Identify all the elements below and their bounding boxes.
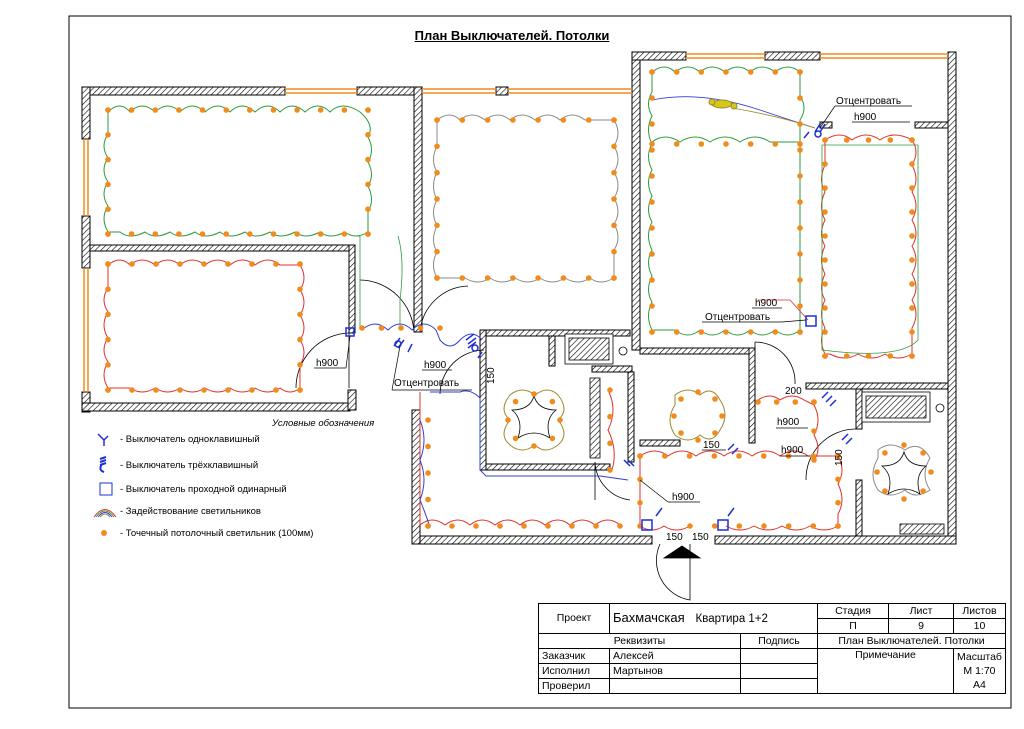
switch-icon — [466, 334, 478, 351]
switch-icon — [718, 520, 728, 530]
ceiling-lamp-icon — [201, 387, 207, 393]
dimension-label: 150 — [666, 532, 683, 543]
ceiling-lamp-icon — [909, 185, 915, 191]
ceiling-lamp-icon — [607, 441, 613, 447]
ceiling-lamp-icon — [611, 144, 617, 150]
ceiling-lamp-icon — [223, 107, 229, 113]
center-label: Отцентровать — [705, 312, 771, 323]
customer-label: Заказчик — [539, 649, 610, 664]
ceiling-lamp-icon — [822, 329, 828, 335]
ceiling-lamp-icon — [611, 170, 617, 176]
checker-label: Проверил — [539, 679, 610, 694]
legend-item: - Выключатель трёхклавишный — [92, 456, 258, 474]
ceiling-lamp-icon — [535, 275, 541, 281]
scale-cell: Масштаб М 1:70 А4 — [954, 649, 1006, 694]
ceiling-lamp-icon — [513, 436, 519, 442]
ceiling-lamp-icon — [398, 325, 404, 331]
ceiling-lamp-icon — [611, 223, 617, 229]
ceiling-lamp-icon — [418, 325, 424, 331]
height-label: h900 — [672, 492, 695, 503]
switch-icon — [822, 392, 836, 406]
ceiling-lamp-icon — [649, 147, 655, 153]
ceiling-lamp-icon — [425, 444, 431, 450]
ceiling-lamp-icon — [637, 500, 643, 506]
ceiling-lamp-icon — [748, 69, 754, 75]
ceiling-lamp-icon — [105, 132, 111, 138]
sheet-label: Лист — [889, 604, 954, 619]
ceiling-lamp-icon — [434, 117, 440, 123]
ceiling-lamp-icon — [105, 362, 111, 368]
height-label: h900 — [777, 417, 800, 428]
ceiling-lamp-icon — [797, 69, 803, 75]
ceiling-lamp-icon — [773, 141, 779, 147]
ceiling-lamp-icon — [297, 312, 303, 318]
ceiling-lamp-icon — [882, 450, 888, 456]
ceiling-lamp-icon — [531, 391, 537, 397]
ceiling-lamp-icon — [844, 137, 850, 143]
ceiling-lamp-icon — [822, 161, 828, 167]
switch-icon — [806, 316, 816, 326]
ceiling-lamp-icon — [909, 137, 915, 143]
ceiling-lamp-icon — [674, 69, 680, 75]
ceiling-lamp-icon — [561, 275, 567, 281]
sheets-value: 10 — [954, 619, 1006, 634]
single-switch-icon — [92, 430, 118, 448]
ceiling-lamp-icon — [611, 117, 617, 123]
ceiling-lamp-icon — [177, 387, 183, 393]
customer-value: Алексей — [610, 649, 741, 664]
ceiling-lamp-icon — [797, 173, 803, 179]
ceiling-lamp-icon — [586, 117, 592, 123]
ceiling-lamp-icon — [105, 182, 111, 188]
ceiling-lamp-icon — [550, 399, 556, 405]
ceiling-lamp-icon — [505, 417, 511, 423]
ceiling-lamp-icon — [712, 453, 718, 459]
ceiling-lamp-icon — [835, 500, 841, 506]
ceiling-lamp-icon — [761, 523, 767, 529]
ceiling-lamp-icon — [649, 95, 655, 101]
ceiling-lamp-icon — [434, 223, 440, 229]
ceiling-lamp-icon — [674, 329, 680, 335]
ceiling-lamp-icon — [699, 329, 705, 335]
ceiling-lamp-icon — [425, 470, 431, 476]
ceiling-lamp-icon — [297, 261, 303, 267]
ceiling-lamp-icon — [425, 497, 431, 503]
ceiling-lamp-icon — [611, 249, 617, 255]
height-label: h900 — [755, 298, 778, 309]
ceiling-lamp-icon — [153, 261, 159, 267]
ceiling-lamp-icon — [811, 399, 817, 405]
ceiling-lamp-icon — [874, 469, 880, 475]
ceiling-lamp-icon — [607, 414, 613, 420]
ceiling-lamp-icon — [434, 249, 440, 255]
ceiling-lamp-icon — [712, 396, 718, 402]
ceiling-lamp-icon — [649, 69, 655, 75]
ceiling-lamp-icon — [105, 387, 111, 393]
ceiling-lamp-icon — [129, 387, 135, 393]
ceiling-lamp-icon — [723, 329, 729, 335]
ceiling-lamp-icon — [671, 413, 677, 419]
ceiling-lamp-icon — [797, 277, 803, 283]
ceiling-lamp-icon — [129, 261, 135, 267]
ceiling-lamp-icon — [105, 312, 111, 318]
ceiling-lamp-icon — [649, 199, 655, 205]
ceiling-lamp-icon — [901, 442, 907, 448]
lamp-dot-icon — [92, 524, 118, 542]
ceiling-lamp-icon — [674, 141, 680, 147]
ceiling-lamp-icon — [811, 457, 817, 463]
switch-icon — [394, 338, 404, 348]
ceiling-lamp-icon — [569, 523, 575, 529]
ceiling-lamp-icon — [687, 523, 693, 529]
ceiling-lamp-icon — [774, 399, 780, 405]
ceiling-lamp-icon — [297, 362, 303, 368]
ceiling-lamp-icon — [637, 453, 643, 459]
ceiling-lamp-icon — [909, 281, 915, 287]
ceiling-lamp-icon — [225, 387, 231, 393]
ceiling-lamp-icon — [318, 107, 324, 113]
ceiling-lamp-icon — [822, 185, 828, 191]
ceiling-lamp-icon — [797, 303, 803, 309]
ceiling-lamp-icon — [200, 107, 206, 113]
ceiling-lamp-icon — [797, 121, 803, 127]
ceiling-lamp-icon — [712, 430, 718, 436]
sheet-value: 9 — [889, 619, 954, 634]
ceiling-lamp-icon — [365, 206, 371, 212]
ceiling-lamp-icon — [822, 281, 828, 287]
ceiling-lamp-icon — [105, 206, 111, 212]
ceiling-lamp-icon — [909, 305, 915, 311]
ceiling-lamp-icon — [786, 523, 792, 529]
ceiling-lamp-icon — [811, 428, 817, 434]
ceiling-lamp-icon — [249, 261, 255, 267]
legend-item: - Задействование светильников — [92, 502, 261, 520]
height-label: h900 — [424, 360, 447, 371]
ceiling-lamp-icon — [822, 233, 828, 239]
ceiling-lamp-icon — [797, 95, 803, 101]
ceiling-lamp-icon — [365, 182, 371, 188]
ceiling-lamp-icon — [485, 275, 491, 281]
ceiling-lamp-icon — [649, 277, 655, 283]
ceiling-lamp-icon — [473, 523, 479, 529]
ceiling-lamp-icon — [909, 209, 915, 215]
ceiling-lamp-icon — [521, 523, 527, 529]
ceiling-lamp-icon — [748, 329, 754, 335]
ceiling-lamp-icon — [797, 329, 803, 335]
ceiling-lamp-icon — [909, 257, 915, 263]
ceiling-lamp-icon — [460, 117, 466, 123]
drawing-title: План Выключателей. Потолки — [414, 28, 610, 43]
ceiling-lamp-icon — [593, 523, 599, 529]
ceiling-lamp-icon — [649, 121, 655, 127]
ceiling-lamp-icon — [535, 117, 541, 123]
ceiling-lamp-icon — [748, 141, 754, 147]
ceiling-lamp-icon — [434, 196, 440, 202]
ceiling-lamp-icon — [545, 523, 551, 529]
ceiling-lamp-icon — [177, 261, 183, 267]
ceiling-lamp-icon — [434, 275, 440, 281]
wire-loop-icon — [92, 502, 118, 520]
ceiling-lamp-icon — [835, 523, 841, 529]
ceiling-lamp-icon — [822, 257, 828, 263]
sheets-label: Листов — [954, 604, 1006, 619]
ceiling-lamp-icon — [129, 107, 135, 113]
project-name: Бахмачская Квартира 1+2 — [610, 604, 818, 634]
note-label: Примечание — [818, 649, 954, 694]
ceiling-lamp-icon — [811, 523, 817, 529]
requisites-label: Реквизиты — [539, 634, 741, 649]
ceiling-lamp-icon — [434, 170, 440, 176]
ceiling-lamp-icon — [437, 325, 443, 331]
ceiling-lamp-icon — [822, 305, 828, 311]
ceiling-lamp-icon — [649, 173, 655, 179]
ceiling-lamp-icon — [797, 199, 803, 205]
ceiling-lamp-icon — [105, 107, 111, 113]
dimension-label: 150 — [703, 440, 720, 451]
doc-title: План Выключателей. Потолки — [818, 634, 1006, 649]
ceiling-lamp-icon — [687, 453, 693, 459]
ceiling-lamp-icon — [920, 450, 926, 456]
ceiling-lamp-icon — [365, 107, 371, 113]
ceiling-lamp-icon — [737, 523, 743, 529]
ceiling-lamp-icon — [223, 231, 229, 237]
ceiling-lamp-icon — [773, 329, 779, 335]
center-label: Отцентровать — [394, 378, 460, 389]
performer-value: Мартынов — [610, 664, 741, 679]
height-label: h900 — [316, 358, 339, 369]
dimension-label: 200 — [785, 386, 802, 397]
ceiling-lamp-icon — [723, 69, 729, 75]
ceiling-lamp-icon — [425, 417, 431, 423]
ceiling-lamp-icon — [342, 231, 348, 237]
ceiling-lamp-icon — [105, 261, 111, 267]
windows — [84, 54, 948, 392]
ceiling-lamp-icon — [297, 387, 303, 393]
ceiling-lamp-icon — [153, 107, 159, 113]
switch-icon — [408, 344, 412, 352]
ceiling-lamp-icon — [699, 141, 705, 147]
dimension-label: 150 — [692, 532, 709, 543]
ceiling-lamp-icon — [561, 117, 567, 123]
ceiling-lamp-icon — [866, 353, 872, 359]
ceiling-lamp-icon — [425, 523, 431, 529]
legend-item: - Точечный потолочный светильник (100мм) — [92, 524, 313, 542]
ceiling-lamp-icon — [797, 141, 803, 147]
legend-item: - Выключатель одноклавишный — [92, 430, 260, 448]
ceiling-lamp-icon — [835, 477, 841, 483]
ceiling-lamp-icon — [105, 286, 111, 292]
pass-switch-icon — [92, 480, 118, 498]
ceiling-lamp-icon — [761, 453, 767, 459]
ceiling-lamp-icon — [297, 337, 303, 343]
ceiling-lamp-icon — [359, 325, 365, 331]
ceiling-lamp-icon — [822, 353, 828, 359]
ceiling-lamp-icon — [531, 443, 537, 449]
ceiling-lamp-icon — [247, 231, 253, 237]
ceiling-lamp-icon — [365, 231, 371, 237]
ceiling-lamp-icon — [909, 353, 915, 359]
ceiling-lamp-icon — [649, 251, 655, 257]
height-label: h900 — [781, 445, 804, 456]
ceiling-lamp-icon — [773, 69, 779, 75]
ceiling-lamp-icon — [247, 107, 253, 113]
ceiling-lamp-icon — [649, 225, 655, 231]
ceiling-lamp-icon — [723, 141, 729, 147]
legend-item: - Выключатель проходной одинарный — [92, 480, 287, 498]
center-label: Отцентровать — [836, 96, 902, 107]
legend-caption: Условные обозначения — [272, 418, 375, 429]
ceiling-lamp-icon — [678, 396, 684, 402]
ceiling-lamp-icon — [201, 261, 207, 267]
ceiling-lamp-icon — [297, 286, 303, 292]
ceiling-lamp-icon — [271, 231, 277, 237]
ceiling-lamp-icon — [318, 231, 324, 237]
ceiling-lamp-icon — [557, 417, 563, 423]
ceiling-lamp-icon — [909, 161, 915, 167]
switch-icon — [728, 508, 734, 516]
dimension-label: 150 — [486, 367, 497, 384]
ceiling-lamp-icon — [485, 117, 491, 123]
ceiling-lamp-icon — [497, 523, 503, 529]
ceiling-lamp-icon — [607, 467, 613, 473]
ceiling-lamp-icon — [176, 107, 182, 113]
ceiling-lamp-icon — [434, 144, 440, 150]
ceiling-lamp-icon — [510, 275, 516, 281]
ceiling-lamp-icon — [844, 353, 850, 359]
ceiling-lamp-icon — [342, 107, 348, 113]
project-label: Проект — [539, 604, 610, 634]
ceiling-lamp-icon — [611, 196, 617, 202]
ceiling-lamp-icon — [225, 261, 231, 267]
ceiling-lamp-icon — [755, 399, 761, 405]
ceiling-lamp-icon — [678, 430, 684, 436]
ceiling-lamp-icon — [153, 231, 159, 237]
performer-label: Исполнил — [539, 664, 610, 679]
ceiling-lamp-icon — [712, 523, 718, 529]
ceiling-lamp-icon — [105, 337, 111, 343]
ceiling-lamp-icon — [365, 157, 371, 163]
ceiling-lamp-icon — [662, 453, 668, 459]
ceiling-lamp-icon — [607, 387, 613, 393]
ceiling-lamp-icon — [866, 137, 872, 143]
stage-value: П — [818, 619, 889, 634]
plan-labels — [316, 96, 901, 543]
triple-switch-icon — [92, 456, 118, 474]
signature-label: Подпись — [741, 634, 818, 649]
ceiling-lamp-icon — [793, 399, 799, 405]
ceiling-lamp-icon — [513, 399, 519, 405]
switch-icon — [842, 434, 852, 444]
ceiling-lamp-icon — [928, 469, 934, 475]
ceiling-lamp-icon — [460, 275, 466, 281]
ceiling-lamp-icon — [611, 275, 617, 281]
ceiling-lamp-icon — [822, 209, 828, 215]
ceiling-lamp-icon — [129, 231, 135, 237]
ceiling-lamp-icon — [822, 137, 828, 143]
ceiling-lamp-icon — [736, 453, 742, 459]
ceiling-lamp-icon — [617, 523, 623, 529]
ceiling-lamp-icon — [797, 225, 803, 231]
ceiling-lamp-icon — [797, 251, 803, 257]
ceiling-lamp-icon — [695, 389, 701, 395]
ceiling-lamp-icon — [379, 325, 385, 331]
switch-icon — [804, 132, 809, 138]
ceiling-lamp-icon — [105, 157, 111, 163]
ceiling-lamp-icon — [365, 132, 371, 138]
ceiling-lamp-icon — [699, 69, 705, 75]
stage-label: Стадия — [818, 604, 889, 619]
ceiling-lamp-icon — [294, 107, 300, 113]
ceiling-lamp-icon — [176, 231, 182, 237]
ceiling-lamp-icon — [153, 387, 159, 393]
dimension-label: 150 — [834, 449, 845, 466]
ceiling-lamp-icon — [105, 231, 111, 237]
ceiling-lamp-icon — [649, 329, 655, 335]
ceiling-lamp-icon — [586, 275, 592, 281]
ceiling-lamp-icon — [797, 147, 803, 153]
ceiling-lamp-icon — [510, 117, 516, 123]
ceiling-lamp-icon — [550, 436, 556, 442]
switch-icon — [656, 508, 662, 516]
ceiling-lamp-icon — [901, 496, 907, 502]
ceiling-lamp-icon — [695, 437, 701, 443]
ceiling-lamp-icon — [200, 231, 206, 237]
ceiling-lamp-icon — [909, 329, 915, 335]
ceiling-lamp-icon — [882, 488, 888, 494]
title-block — [538, 603, 1006, 694]
ceiling-lamp-icon — [888, 137, 894, 143]
ceiling-lamp-icon — [888, 353, 894, 359]
chandelier-icon — [709, 99, 737, 109]
ceiling-lamp-icon — [920, 488, 926, 494]
height-label: h900 — [854, 112, 877, 123]
ceiling-lamp-icon — [449, 523, 455, 529]
ceiling-lamp-icon — [273, 387, 279, 393]
ceiling-lamp-icon — [649, 141, 655, 147]
ceiling-lamp-icon — [649, 303, 655, 309]
ceiling-lamp-icon — [294, 231, 300, 237]
ceiling-lamp-icon — [909, 233, 915, 239]
ceiling-lamp-icon — [249, 387, 255, 393]
ceiling-lamp-icon — [273, 261, 279, 267]
ceiling-lamp-icon — [719, 413, 725, 419]
ceiling-lamp-icon — [271, 107, 277, 113]
